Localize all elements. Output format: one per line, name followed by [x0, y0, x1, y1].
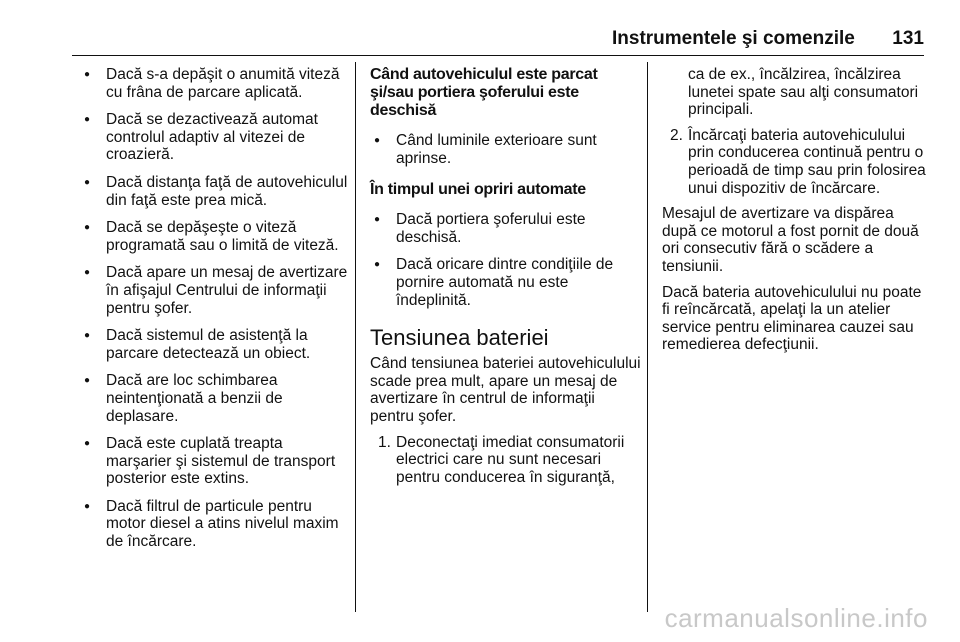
list-item: ● Dacă sistemul de asistenţă la parcare detectează un obiect.	[80, 327, 348, 362]
paragraph: Dacă bateria autovehiculului nu poate fi reîncărcată, apelaţi la un atelier service pentru eliminarea cauzei sau remedierea defecţiunii.	[662, 283, 922, 354]
step-number: 2.	[670, 126, 683, 144]
list-item: ● Dacă se dezactivează automat controlul adaptiv al vitezei de croazieră.	[80, 111, 348, 164]
section-title: Tensiunea bateriei	[370, 325, 549, 351]
column-divider-2	[647, 62, 648, 612]
step-continued-text: ca de ex., încălzirea, încălzirea lunetei spate sau alţi consumatori principali.	[688, 66, 919, 119]
step-text: Deconectaţi imediat consumatorii electrici care nu sunt necesari pentru conducerea în siguranţă,	[396, 433, 625, 486]
list-item: ● Dacă filtrul de particule pentru motor diesel a atins nivelul maxim de încărcare.	[80, 498, 348, 551]
step-number: 1.	[378, 433, 391, 451]
steps-list	[370, 434, 642, 487]
step-text: Încărcaţi bateria autovehiculului prin conducerea continuă pentru o perioadă de timp sau prin folosirea unui dispozitiv de încărcare.	[688, 126, 926, 197]
list-item: ● Dacă are loc schimbarea neintenţionată a benzii de deplasare.	[80, 372, 348, 425]
list-item: ● Dacă distanţa faţă de autovehiculul din faţă este prea mică.	[80, 174, 348, 209]
header-title: Instrumentele şi comenzile	[612, 28, 855, 49]
step-item	[370, 434, 642, 487]
list-item: ● Dacă oricare dintre condiţiile de pornire automată nu este îndeplinită.	[370, 256, 642, 309]
bullet-list-autostop	[370, 211, 642, 309]
steps-list-continued	[662, 127, 932, 197]
column-3	[662, 66, 932, 362]
subheading-parked: Când autovehiculul este parcat şi/sau portiera şoferului este deschisă	[370, 66, 598, 119]
watermark: carmanualsonline.info	[664, 603, 928, 633]
subheading-autostop: În timpul unei opriri automate	[370, 181, 586, 199]
list-item: ● Dacă apare un mesaj de avertizare în afişajul Centrului de informaţii pentru şofer.	[80, 264, 348, 317]
intro-paragraph: Când tensiunea bateriei autovehiculului scade prea mult, apare un mesaj de avertizare în centrul de informaţii pentru şofer.	[370, 355, 641, 425]
column-2	[370, 66, 642, 494]
list-item: ● Când luminile exterioare sunt aprinse.	[370, 132, 642, 167]
column-divider-1	[355, 62, 356, 612]
step-item	[662, 127, 932, 197]
list-item: ● Dacă portiera şoferului este deschisă.	[370, 211, 642, 246]
page-number: 131	[892, 28, 924, 49]
bullet-list-parked	[370, 132, 642, 167]
list-item: ● Dacă s-a depăşit o anumită viteză cu frâna de parcare aplicată.	[80, 66, 348, 101]
column-1	[80, 66, 348, 561]
list-item: ● Dacă se depăşeşte o viteză programată sau o limită de viteză.	[80, 219, 348, 254]
list-item: ● Dacă este cuplată treapta marşarier şi sistemul de transport posterior este extins.	[80, 435, 348, 488]
page-header	[612, 28, 924, 52]
bullet-list-warnings	[80, 66, 348, 551]
paragraph: Mesajul de avertizare va dispărea după ce motorul a fost pornit de două ori consecutiv fără o scădere a tensiunii.	[662, 205, 919, 275]
header-rule	[72, 55, 924, 56]
